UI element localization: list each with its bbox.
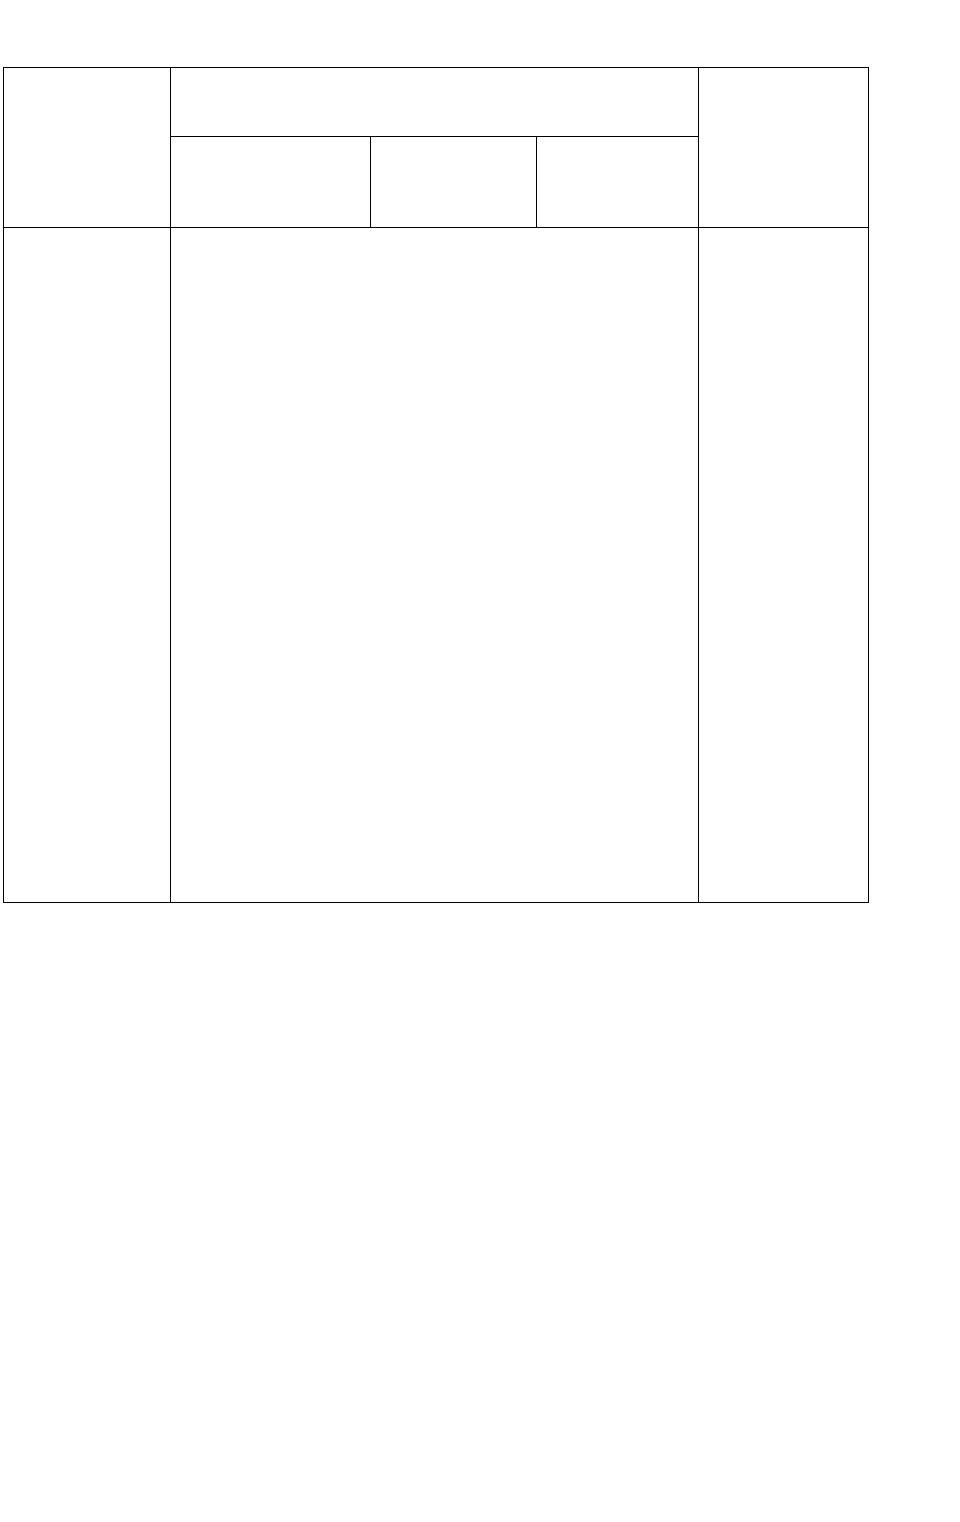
table-divider xyxy=(170,67,171,902)
table-divider xyxy=(370,136,371,227)
table-divider xyxy=(3,227,868,228)
table-divider xyxy=(536,136,537,227)
table-divider xyxy=(170,136,698,137)
table-divider xyxy=(698,67,699,902)
table-frame xyxy=(3,67,869,903)
header-impulse xyxy=(699,74,867,85)
